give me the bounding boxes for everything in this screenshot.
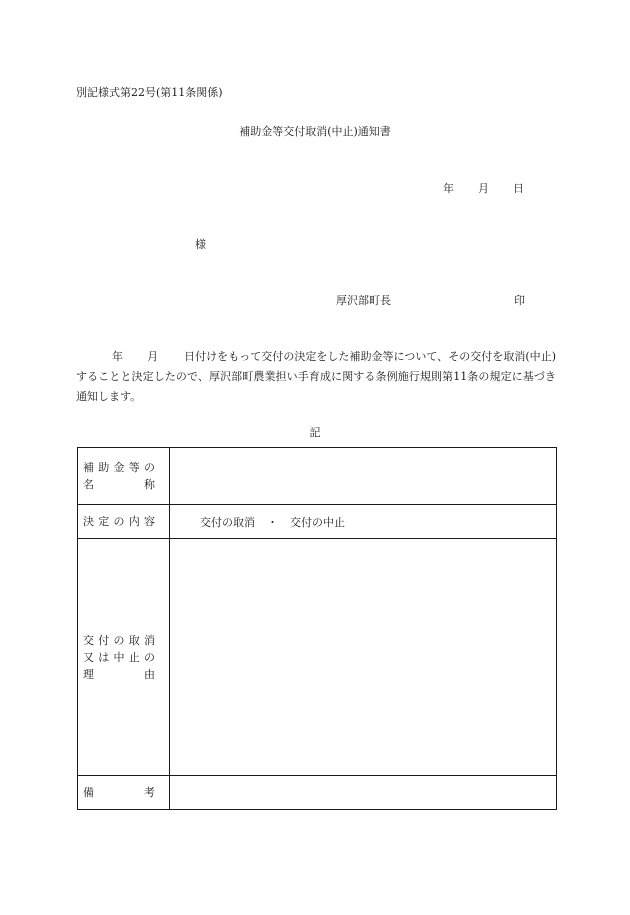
label-line — [83, 649, 155, 666]
label-line — [83, 459, 155, 476]
label-char: 助 — [98, 461, 110, 474]
reason-field[interactable] — [170, 539, 557, 776]
label-char: 名 — [83, 478, 94, 491]
date-line — [443, 180, 524, 196]
decision-options — [170, 514, 556, 530]
label-char: 止 — [128, 650, 140, 664]
date-month-label: 月 — [478, 182, 489, 195]
label-char: 交 — [83, 633, 94, 647]
label-char: 取 — [128, 633, 140, 647]
label-char: 金 — [113, 461, 125, 474]
label-subsidy-name — [78, 448, 170, 505]
label-decision — [78, 505, 170, 539]
label-char: 等 — [128, 461, 140, 474]
label-line — [83, 632, 155, 649]
date-year-label: 年 — [443, 182, 454, 195]
label-char: 称 — [144, 478, 155, 491]
table-row-decision — [78, 505, 557, 539]
body-paragraph — [76, 347, 556, 407]
remarks-field[interactable] — [170, 776, 557, 810]
label-char: は — [98, 650, 110, 664]
subsidy-name-field[interactable] — [170, 448, 557, 505]
label-char: 中 — [113, 650, 125, 664]
option-separator: ・ — [267, 515, 278, 529]
option-suspend[interactable]: 交付の中止 — [290, 515, 345, 529]
label-line — [83, 666, 155, 683]
body-text: 日付けをもって交付の決定をした補助金等について、その交付を取消(中止)することと決定したので、厚沢部町農業担い手育成に関する条例施行規則第11条の規定に基づき通知します。 — [76, 350, 557, 403]
label-line — [83, 476, 155, 493]
label-char: 容 — [144, 515, 155, 528]
label-line — [83, 784, 155, 801]
label-char: 付 — [98, 633, 110, 647]
body-year-label: 年 — [112, 350, 124, 363]
label-char: 又 — [83, 650, 94, 664]
label-char: 補 — [83, 461, 94, 474]
label-remarks — [78, 776, 170, 810]
table-row-reason — [78, 539, 557, 776]
label-char: の — [113, 515, 125, 528]
table-row-remarks — [78, 776, 557, 810]
label-char: 備 — [83, 786, 94, 799]
sender-name: 厚沢部町長 — [336, 294, 391, 307]
form-number: 別記様式第22号(第11条関係) — [76, 86, 223, 99]
label-reason — [78, 539, 170, 776]
decision-field — [170, 505, 557, 539]
document-title: 補助金等交付取消(中止)通知書 — [239, 125, 391, 138]
label-line — [83, 513, 155, 530]
date-day-label: 日 — [513, 182, 524, 195]
label-char: 由 — [144, 667, 155, 681]
label-char: 理 — [83, 667, 94, 681]
addressee-suffix: 様 — [195, 238, 206, 251]
label-char: の — [144, 461, 155, 474]
label-char: 内 — [128, 515, 140, 528]
label-char: の — [113, 633, 125, 647]
notice-table — [77, 447, 557, 810]
ki-heading: 記 — [309, 426, 321, 439]
body-month-label: 月 — [147, 350, 159, 363]
label-char: 考 — [144, 786, 155, 799]
table-row-subsidy-name — [78, 448, 557, 505]
label-char: の — [144, 650, 155, 664]
seal-mark: 印 — [514, 294, 525, 307]
label-char: 決 — [83, 515, 94, 528]
label-char: 消 — [144, 633, 155, 647]
label-char: 定 — [98, 515, 110, 528]
option-cancel[interactable]: 交付の取消 — [200, 515, 255, 529]
